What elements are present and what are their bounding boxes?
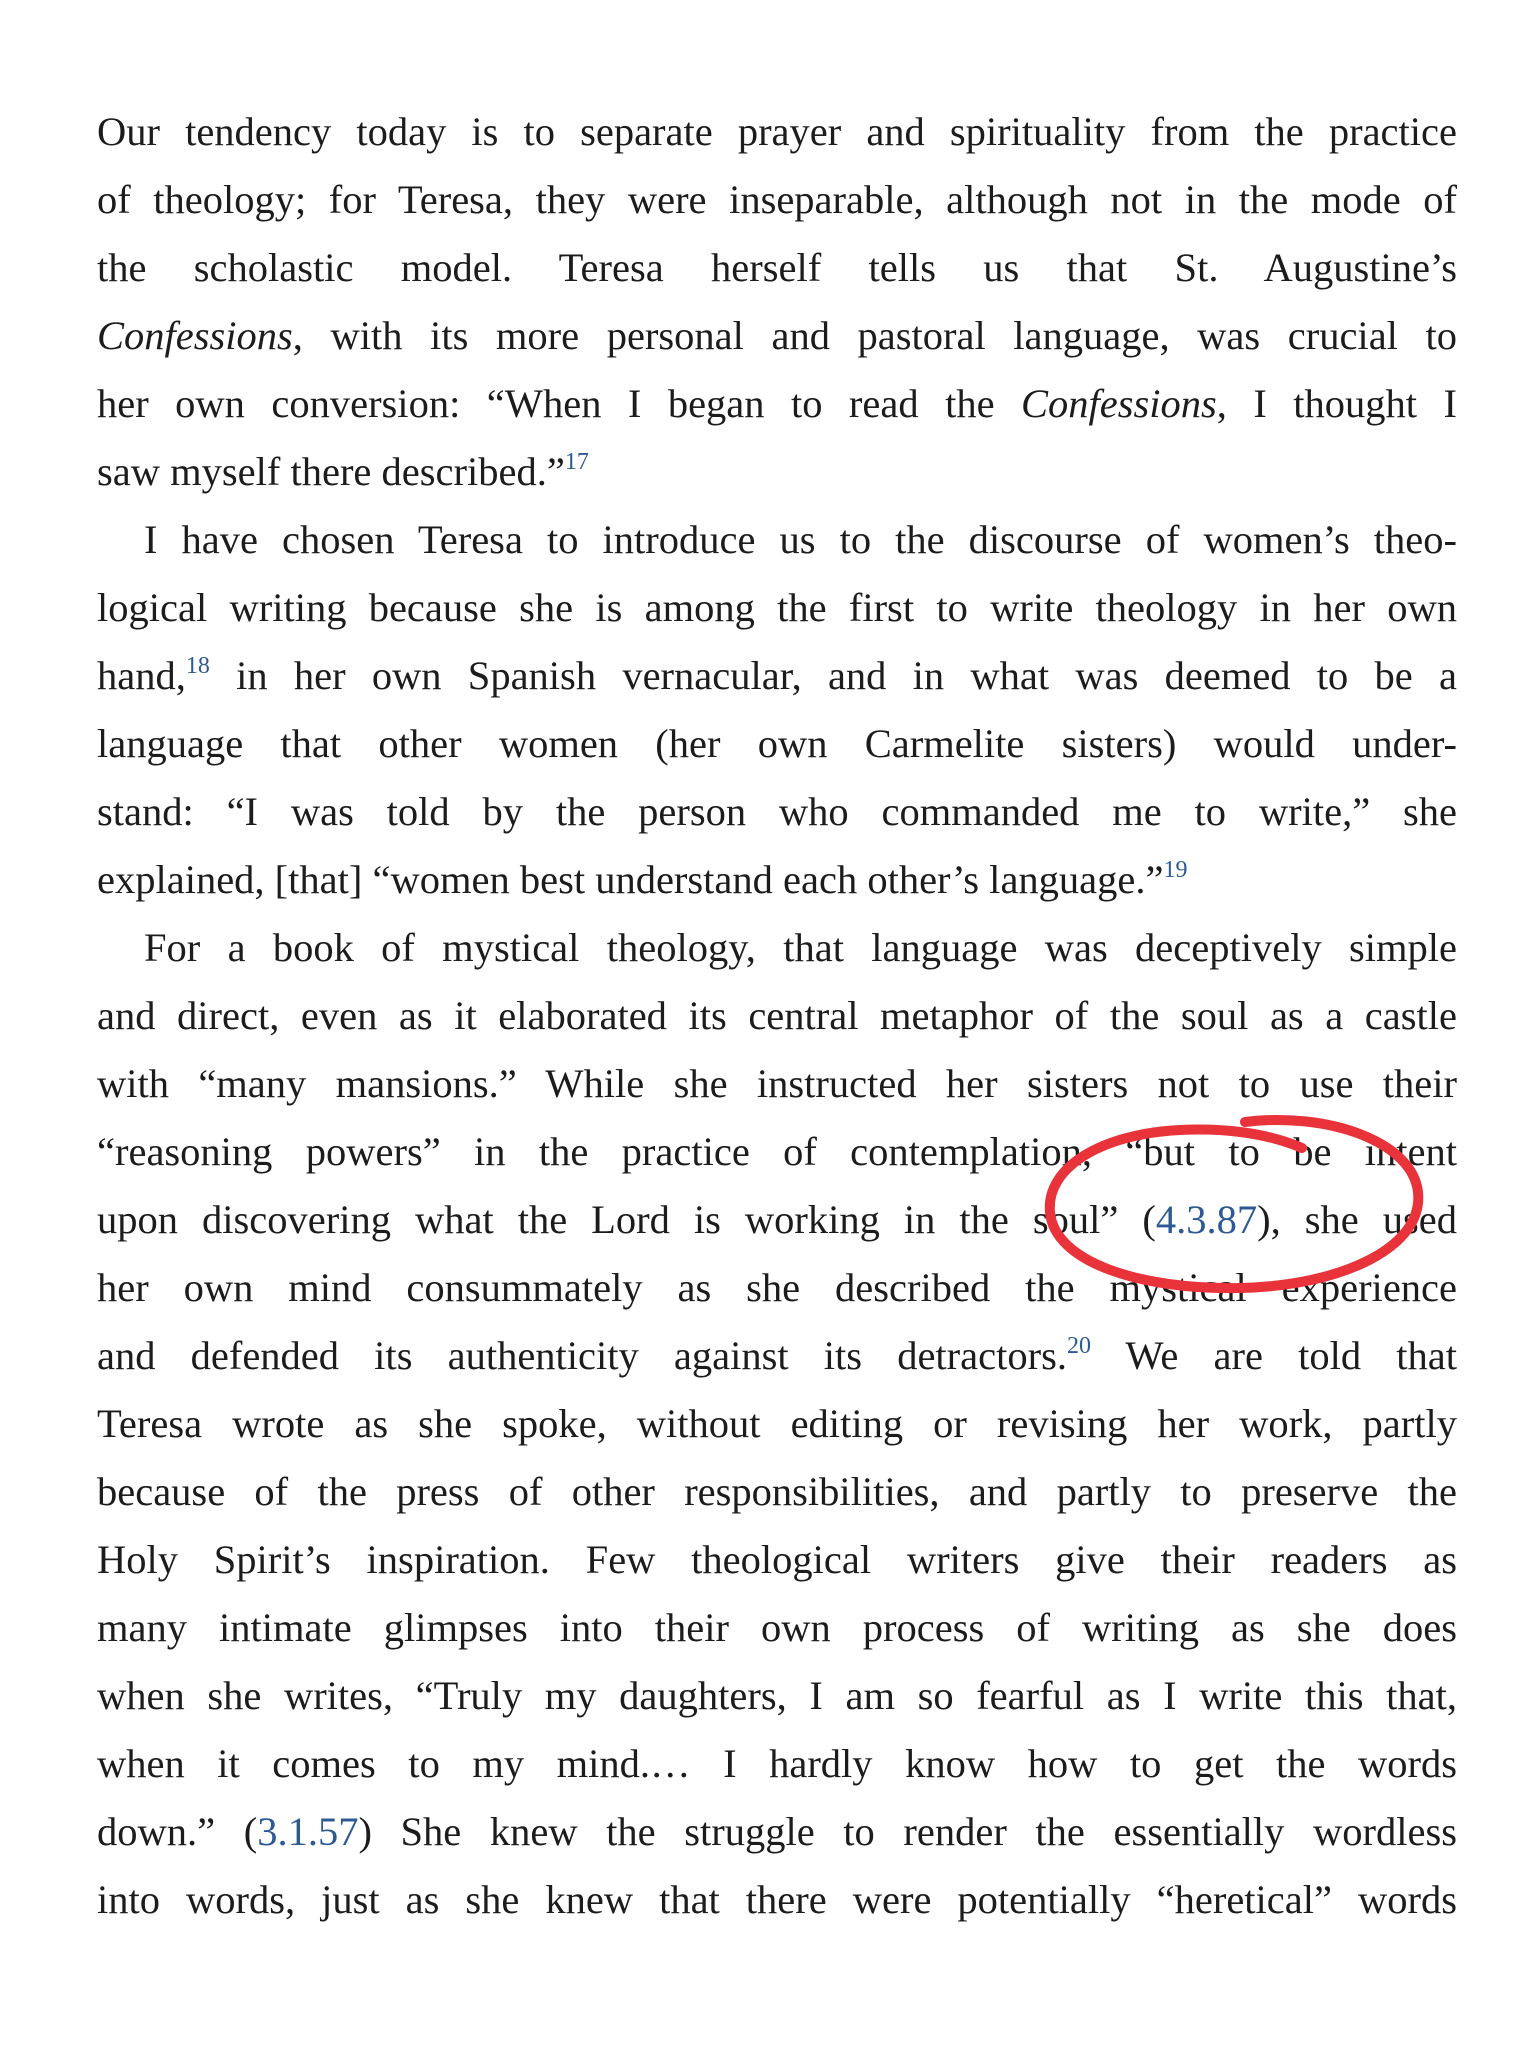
text-line: I have chosen Teresa to introduce us to the discourse of women’s theo- [144, 517, 1457, 562]
footnote-link-19[interactable]: 19 [1163, 857, 1188, 883]
page-body [97, 98, 1457, 1934]
text-line: when she writes, “Truly my daughters, I am so fearful as I write this that, [97, 1673, 1457, 1718]
text-line [97, 1186, 1457, 1254]
book-title: Confessions [97, 313, 293, 358]
text-span: , I thought I [1216, 381, 1458, 426]
footnote-link-18[interactable]: 18 [185, 653, 210, 679]
text-span: ) She knew the struggle to render the essentially wordless [358, 1809, 1458, 1854]
text-line: when it comes to my mind.… I hardly know how to get the words [97, 1741, 1457, 1786]
text-line: For a book of mystical theology, that language was deceptively simple [144, 925, 1457, 970]
text-line: Our tendency today is to separate prayer and spirituality from the practice [97, 109, 1457, 154]
text-line [97, 370, 1457, 438]
text-span: explained, [that] “women best understand each other’s language.” [97, 857, 1164, 902]
text-line: many intimate glimpses into their own process of writing as she does [97, 1605, 1457, 1650]
text-line: stand: “I was told by the person who commanded me to write,” she [97, 789, 1457, 834]
text-span: in her own Spanish vernacular, and in what was deemed to be a [209, 653, 1457, 698]
text-line: of theology; for Teresa, they were inseparable, although not in the mode of [97, 177, 1457, 222]
paragraph-3 [97, 914, 1457, 1934]
text-line [97, 1322, 1457, 1390]
text-line: into words, just as she knew that there were potentially “heretical” words [97, 1877, 1457, 1922]
text-line [97, 846, 1457, 914]
book-title: Confessions [1021, 381, 1217, 426]
text-line: and direct, even as it elaborated its central metaphor of the soul as a castle [97, 993, 1457, 1038]
text-span: her own conversion: “When I began to read the [97, 381, 1022, 426]
text-line: logical writing because she is among the first to write theology in her own [97, 585, 1457, 630]
text-span: We are told that [1091, 1333, 1457, 1378]
text-line [97, 302, 1457, 370]
text-span: , with its more personal and pastoral language, was crucial to [292, 313, 1457, 358]
paragraph-1 [97, 98, 1457, 506]
text-line: with “many mansions.” While she instructed her sisters not to use their [97, 1061, 1457, 1106]
text-line: because of the press of other responsibilities, and partly to preserve the [97, 1469, 1457, 1514]
text-line: “reasoning powers” in the practice of contemplation, “but to be intent [97, 1129, 1457, 1174]
text-span: saw myself there described.” [97, 449, 565, 494]
paragraph-2 [97, 506, 1457, 914]
text-span: hand, [97, 653, 186, 698]
text-line: language that other women (her own Carmelite sisters) would under- [97, 721, 1457, 766]
text-span: down.” ( [97, 1809, 258, 1854]
citation-link[interactable]: 4.3.87 [1155, 1197, 1258, 1242]
text-line [97, 1798, 1457, 1866]
text-line: Teresa wrote as she spoke, without editing or revising her work, partly [97, 1401, 1457, 1446]
text-line: her own mind consummately as she described the mystical experience [97, 1265, 1457, 1310]
text-span: upon discovering what the Lord is working in the soul” ( [97, 1197, 1156, 1242]
text-line [97, 642, 1457, 710]
text-span: and defended its authenticity against its detractors. [97, 1333, 1067, 1378]
text-line: Holy Spirit’s inspiration. Few theological writers give their readers as [97, 1537, 1457, 1582]
citation-link[interactable]: 3.1.57 [257, 1809, 359, 1854]
text-span: ), she used [1257, 1197, 1458, 1242]
footnote-link-17[interactable]: 17 [564, 449, 589, 475]
text-line: the scholastic model. Teresa herself tells us that St. Augustine’s [97, 245, 1457, 290]
footnote-link-20[interactable]: 20 [1067, 1333, 1091, 1359]
text-line [97, 438, 1457, 506]
